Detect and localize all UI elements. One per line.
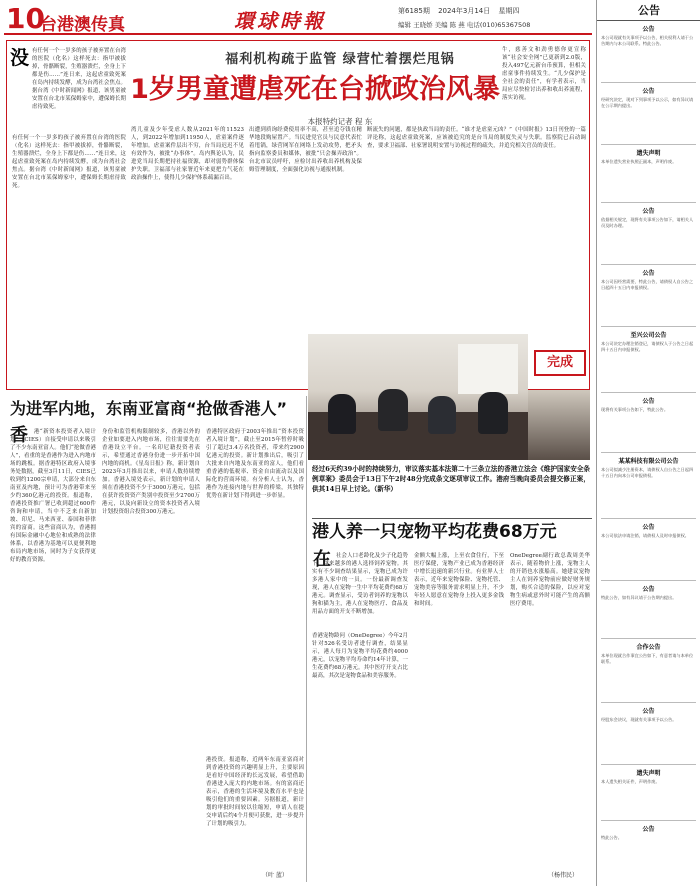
header-rule xyxy=(4,33,592,35)
article3-credit: （杨伟民） xyxy=(548,872,579,879)
notice-item xyxy=(601,146,696,203)
photo-person xyxy=(328,394,356,434)
notice-item xyxy=(601,394,696,453)
issue-date: 2024年3月14日 xyxy=(438,7,491,15)
article3-col2-text: 香港宠物龄问（OneDegree）今年2月针对526名受访者进行调查，结果显示，港人每月为宠物平均花费约4000港元，以宠物平均寿命约14年计算，一生花费约68万港元。其中医疗开支占比最高，其次是宠物食品和美容服务。 xyxy=(312,633,408,679)
notice-title: 公告 xyxy=(642,26,655,33)
notice-text: 经研究决定，现对下列事项予以公示，如有异议请在公示期内提出。 xyxy=(601,97,694,108)
lead-col5-text: 断流失的问题，都是执政当局的责任。“谁才是虐童元凶？”《中国时报》13日刊登的一篇评论称，这起虐童致死案，应该被追究的是台当局的制度失灵与失职。监察院已启动调查，要求卫福部、社家署说明安置与访视过程的疏失，并追究相关官员的责任。 xyxy=(367,127,586,149)
editor-line: 编辑 王晓娇 美编 陈 燕 电话(010)65367508 xyxy=(398,21,531,29)
issue-number: 第6185期 xyxy=(398,7,430,15)
notice-title: 公告 xyxy=(642,208,655,215)
notice-title: 合作公告 xyxy=(636,644,661,651)
notice-item xyxy=(601,266,696,327)
article3-col1-text: 社会人口老龄化及少子化趋势下，越来越多的港人选择饲养宠物。其实有不少调查结果显示，宠物已成为许多港人家中的一员。一份最新调查发现，港人在宠物一生中平均花费约68万港元。调查显示，受访者饲养的宠物以狗和猫为主，港人在宠物医疗、食品及用品方面的开支不断增加。 xyxy=(312,553,408,615)
notice-title: 公告 xyxy=(642,270,655,277)
notice-text: 本人遗失相关证件，声明作废。 xyxy=(601,779,660,784)
section-title: 台港澳传真 xyxy=(40,15,125,35)
notice-item xyxy=(601,582,696,639)
article2-credit: （叶 蓝） xyxy=(262,872,288,879)
article2-col3-text: 香港特区政府于2003年推出“资本投资者入境计划”，截止至2015年暂停时吸引了超过3.4万名投资者，带来约2900亿港元的投资。新计划推出后，吸引了大批来自内地及东南亚的富人，他们看重香港的低税率、资金自由流动以及国际化的营商环境。有分析人士认为，香港作为连接内地与世界的桥梁，其独特优势在新计划下得到进一步彰显。 xyxy=(206,429,304,499)
notice-text: 经股东会决议，现就有关事项予以公告。 xyxy=(601,717,677,722)
notice-item xyxy=(601,766,696,821)
notice-text: 本公司拟减少注册资本，请债权人自公告之日起四十五日内向本公司申报债权。 xyxy=(601,467,694,478)
lead-headline: 1岁男童遭虐死在台掀政治风暴 xyxy=(130,74,500,105)
notice-title: 公告 xyxy=(642,826,655,833)
notice-text: 特此公告。 xyxy=(601,835,622,840)
notice-title: 公告 xyxy=(642,586,655,593)
notice-item xyxy=(601,640,696,703)
page-number: 10 xyxy=(6,2,45,35)
article2-dropcap: 香 xyxy=(10,425,28,446)
article2-col1-text: 港“新资本投资者入境计划”（CIES）自接受申请以来吸引了不少东南亚富人。他们“抢做香港人”，看重的是香港作为进入内地市场的跳板。据香港特区政府入境事务处数据，截至3月11日，CIES已收到约1200宗申请，大部分来自东南亚及内地，预计可为香港带来至少约360亿港元的投资。报道称，香港投资推广署已收到超过600件咨询和申请，当中不乏来自新加坡、印尼、马来西亚、泰国和菲律宾的富商。这些富商认为，香港拥有国际金融中心地位和成熟的法律体系，以香港为基地可以更便利地布局内地市场，同时为子女获得更好的教育资源。 xyxy=(10,429,96,563)
article3-headline: 港人养一只宠物平均花费68万元 xyxy=(312,522,557,542)
notice-item xyxy=(601,454,696,519)
issue-line xyxy=(398,6,519,16)
lead-byline: 本报特约记者 程 东 xyxy=(307,117,373,126)
lead-dropcap: 没 xyxy=(10,47,30,69)
article2-col2-text: 身份和监管机构限制较多，香港以外的企业如要进入内地市场，往往需要先在香港设立平台。一名印尼籍投资者表示，希望通过香港身份进一步开拓中国内地的商机。《星岛日报》称，新计划自2023年3月推出以来，申请人数持续增加。香港入境处表示，新计划的申请人须在香港投资不少于3000万港元，包括在获许投资资产类别中投资至少2700万港元，以及向新设立的资本投资者入境计划投资组合投资300万港元。 xyxy=(102,429,200,515)
lead-kicker: 福利机构疏于监管 绿营忙着摆烂甩锅 xyxy=(225,52,455,67)
photo-window xyxy=(458,344,518,394)
lead-col2-text: 湾儿童及少年受虐人数从2021年的11523人，到2022年增加到11950人，虐童案件逐年增加。虐童案件层出不穷，台当局迟迟不见有效作为，被批“办事体”。岛内舆论认为，民进党当局长期把持社福资源，却对弱势群体保护失职。卫福部与社家署近年来更把力气花在政治操作上，使得儿少保护体系疏漏百出。 xyxy=(131,127,244,181)
notice-item xyxy=(601,822,696,880)
article3-dropcap: 在 xyxy=(313,549,331,570)
lead-intro-text: 有任何一个一岁多的孩子被弃置在台湾的医院（化名）这样死去：指甲被拔掉，骨骼断裂，生殖器溃烂，全身上下都是伤……”连日来，这起虐童致死案在岛内持续发酵，成为台湾社会焦点。据台湾《中时新闻网》报道，该男童被安置在台北市某保姆家中，遭保姆长期虐待致死。 xyxy=(32,48,126,110)
photo-person xyxy=(428,396,456,434)
notice-title: 遗失声明 xyxy=(636,770,661,777)
notice-item xyxy=(601,328,696,393)
notice-title: 公告 xyxy=(642,524,655,531)
notice-title: 公告 xyxy=(642,398,655,405)
section-divider xyxy=(312,518,592,519)
notice-item xyxy=(601,204,696,265)
notice-text: 本单位现就合作事宜公告如下，有意者请与本单位联系。 xyxy=(601,653,694,664)
notice-text: 本公司依法申请注销，请债权人及时申报债权。 xyxy=(601,533,689,538)
photo-caption xyxy=(312,464,590,494)
lead-stamp: 完成 xyxy=(534,350,586,376)
notice-text: 本公司决定办理注销登记，请债权人于公告之日起四十五日内申报债权。 xyxy=(601,341,694,352)
photo-strip xyxy=(528,390,590,460)
notices-column xyxy=(596,0,700,886)
masthead-logo: 環球時報 xyxy=(234,9,326,33)
lead-col3-text: 出遭到质询经费使用率不高，甚至追夺钱在精华地段购屋置产。当民进党官员与民意代表忙着甩锅，绿营网军在网络上发动攻势，把矛头指向监察委员和媒体，被批“只会操弄政治”。台北市议员呼吁，应检讨出养收出养机构及保姆管理制度，全面强化访视与通报机制。 xyxy=(249,127,362,173)
photo-caption-text: 经过6天约39小时的持续努力，审议落实基本法第二十三条立法的香港立法会《维护国家安全条例草案》委员会于13日下午2时48分完成条文逐项审议工作。港府当晚向委员会提交修正案，供其14日早上讨论。 xyxy=(312,465,590,493)
article2-col4-text: 港投资。报道称，近两年东南亚富商对到香港投资的兴趣明显上升，主要原因是看好中国经济的长远发展，希望借助香港进入庞大的内地市场。有的富商还表示，香港的生活环境及教育水平也是吸引他们的重要因素。另据报道，新计划的审批时间较以往缩短，申请人在提交申请后约4个月便可获批，进一步提升了计划的吸引力。 xyxy=(206,757,304,827)
notice-item xyxy=(601,84,696,145)
notices-heading: 公告 xyxy=(597,2,700,21)
notice-text: 本单位遗失营业执照正副本，声明作废。 xyxy=(601,159,677,164)
article3-col3-text: 金额大幅上涨，上至衣食住行，下至医疗保健，宠物产业已成为香港经济中增长迅速的新兴行业。有业界人士表示，近年来宠物保险、宠物托管、宠物美容等服务需求明显上升，不少年轻人愿意在宠物身上投入更多金钱和时间。 xyxy=(414,553,504,607)
meeting-photo xyxy=(308,334,528,460)
photo-person xyxy=(378,389,408,431)
lead-col1-text: 有任何一个一岁多的孩子被弃置在台湾的医院（化名）这样死去：指甲被拔掉，骨骼断裂，生殖器溃烂，全身上下都是伤……”连日来，这起虐童致死案在岛内持续发酵，成为台湾社会焦点。据台湾《中时新闻网》报道，该男童被安置在台北市某保姆家中，遭保姆长期虐待致死。 xyxy=(12,135,126,189)
column-divider xyxy=(306,396,307,882)
notice-title: 某某科技有限公司公告 xyxy=(618,458,679,465)
notice-text: 本公司现就有关事项予以公告，相关权利人请于公告期内与本公司联系。特此公告。 xyxy=(601,35,694,46)
article3-col4-text: OneDegree副行政总裁周美华表示，随着物价上涨，宠物主人的开销也水涨船高。她建议宠物主人在饲养宠物前应做好财务规划，购买合适的保险，以应对宠物生病或意外时可能产生的高额医疗费用。 xyxy=(510,553,590,607)
photo-person xyxy=(478,392,508,434)
notice-title: 公告 xyxy=(642,708,655,715)
notice-title: 至兴公司公告 xyxy=(630,332,667,339)
notice-text: 依据相关规定，现将有关事项公告如下，请相关人员及时办理。 xyxy=(601,217,694,228)
photo-credit: （新华） xyxy=(373,485,398,493)
notice-item xyxy=(601,704,696,765)
article2-headline: 为进军内地，东南亚富商“抢做香港人” xyxy=(10,399,288,418)
lead-col4-text: 牛，慈善文和劲勇德你更宣称该“社会安全网”已更新到2.0版，投入497亿元新台币预算，但相关虐童事件持续发生。“儿少保护是全社会的责任”，有学者表示，当局应尽快检讨出养和收出养流程，落实访视。 xyxy=(502,47,586,101)
notice-title: 公告 xyxy=(642,88,655,95)
notice-title: 遗失声明 xyxy=(636,150,661,157)
notice-item xyxy=(601,520,696,581)
notice-text: 本公司因经营需要，特此公告，请债权人自公告之日起四十五日内申报债权。 xyxy=(601,279,694,290)
page-header xyxy=(0,0,700,36)
notice-text: 现将有关事项公告如下，特此公告。 xyxy=(601,407,669,412)
notice-item xyxy=(601,22,696,83)
issue-weekday: 星期四 xyxy=(498,7,520,15)
notice-text: 特此公告，如有异议请于公告期内提出。 xyxy=(601,595,677,600)
